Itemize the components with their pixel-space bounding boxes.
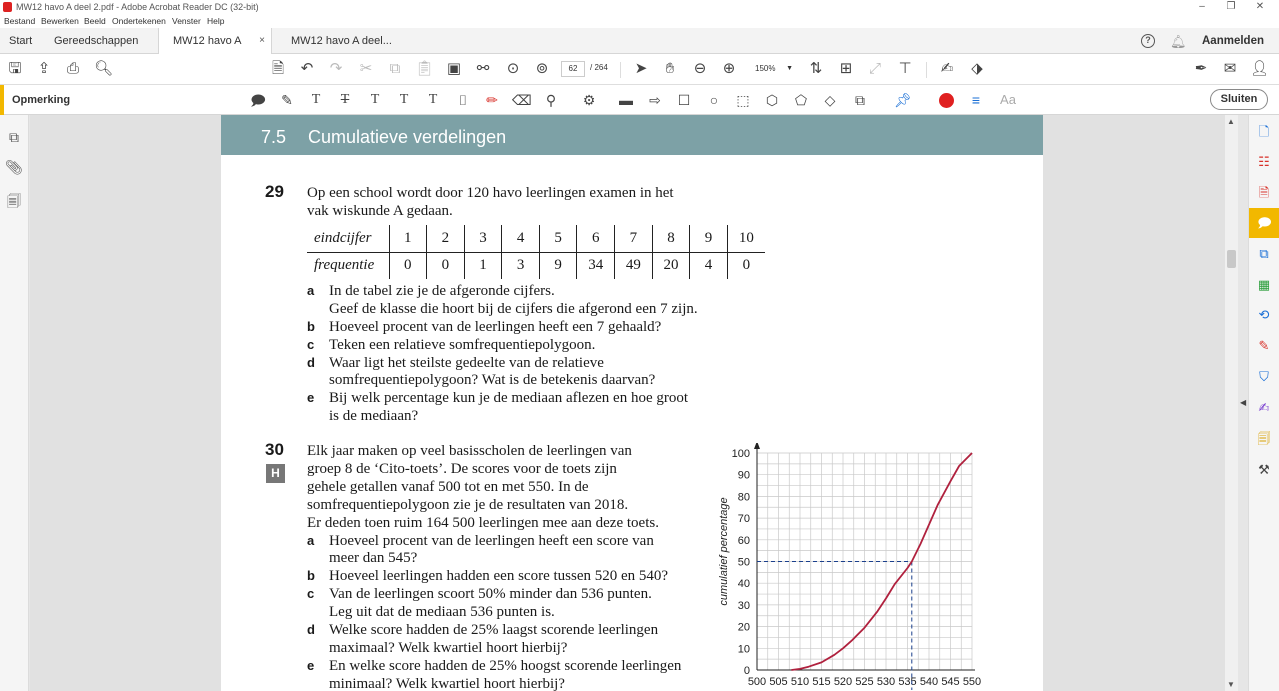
q29-part-line: Bij welk percentage kun je de mediaan aflezen en hoe groot — [329, 390, 689, 406]
q29-part-line: somfrequentiepolygoon? Wat is de betekenis daarvan? — [329, 372, 656, 388]
more-tools-icon[interactable]: ⚒ — [1258, 462, 1270, 477]
table-header-frequentie: frequentie — [314, 257, 375, 274]
tab-document-1-label: MW12 havo A — [173, 35, 241, 47]
cumulative-frequency-chart — [701, 443, 1001, 691]
polygon-icon[interactable]: ⬡ — [765, 92, 779, 108]
table-cell: 7 — [615, 225, 653, 252]
excel-export-icon[interactable]: ▦ — [1257, 277, 1271, 292]
menu-help[interactable]: Help — [207, 16, 225, 26]
q30-part-letter: c — [307, 586, 315, 601]
edit-pdf-icon[interactable]: 🗎 — [271, 60, 285, 77]
q29-part-line: Teken een relatieve somfrequentiepolygoon. — [329, 337, 596, 353]
q29-part-letter: d — [307, 355, 315, 370]
table-cell: 8 — [652, 225, 690, 252]
menu-ondertekenen[interactable]: Ondertekenen — [112, 16, 166, 26]
table-row — [307, 225, 765, 252]
redo-icon[interactable]: ↷ — [329, 60, 343, 77]
combine-files-icon[interactable]: ⧉ — [1259, 246, 1269, 261]
level-badge: H — [266, 464, 285, 483]
left-nav-panel — [0, 115, 29, 691]
pen-sign-icon[interactable]: ✒︎ — [1194, 60, 1208, 77]
section-title: Cumulatieve verdelingen — [308, 127, 507, 147]
table-cell: 3 — [502, 252, 540, 279]
q29-part-line: Hoeveel procent van de leerlingen heeft een 7 gehaald? — [329, 319, 662, 335]
sign-in-link[interactable]: Aanmelden — [1202, 35, 1264, 47]
minimize-icon[interactable]: – — [1199, 1, 1205, 12]
q30-part-line: En welke score hadden de 25% hoogst scorende leerlingen — [329, 658, 682, 674]
table-cell: 0 — [727, 252, 765, 279]
callout-icon[interactable]: ⬚ — [736, 92, 750, 108]
q30-part-line: Hoeveel procent van de leerlingen heeft een score van — [329, 533, 654, 549]
scan-icon[interactable]: ⟲ — [1258, 307, 1270, 322]
q29-part-line: Waar ligt het steilste gedeelte van de relatieve — [329, 355, 604, 371]
table-cell: 3 — [464, 225, 502, 252]
q29-intro-line: vak wiskunde A gedaan. — [307, 203, 453, 219]
q30-part-letter: d — [307, 622, 315, 637]
q30-intro-line: groep 8 de ‘Cito-toets’. De scores voor de toets zijn — [307, 461, 617, 477]
y-tick-label: 60 — [737, 534, 750, 547]
layers-lock-icon[interactable]: 🗐 — [7, 193, 21, 209]
y-axis-arrow — [754, 443, 760, 449]
x-tick-label: 550 — [962, 676, 982, 688]
line-icon[interactable]: ▬ — [619, 92, 633, 108]
strikethrough-icon[interactable]: T — [340, 92, 350, 107]
q30-part-letter: a — [307, 533, 315, 548]
ellipse-icon[interactable]: ○ — [709, 92, 719, 108]
menu-bar — [0, 15, 1279, 28]
sign-icon[interactable]: ✍︎ — [940, 60, 954, 77]
zoom-in-icon[interactable]: ⊕ — [722, 60, 736, 77]
menu-beeld[interactable]: Beeld — [84, 16, 106, 26]
attachment-paperclip-icon[interactable]: 📎︎ — [5, 159, 23, 175]
paste-icon[interactable]: 📋︎ — [415, 60, 435, 77]
y-tick-label: 40 — [737, 578, 750, 591]
q29-part-letter: b — [307, 319, 315, 334]
tab-bar — [0, 28, 1279, 54]
x-tick-label: 520 — [833, 676, 853, 688]
document-viewport[interactable] — [30, 115, 1225, 691]
export-pdf-icon[interactable]: 🗎 — [1258, 185, 1270, 200]
print-icon[interactable]: ⎙ — [66, 60, 79, 77]
help-icon[interactable]: ? — [1141, 34, 1155, 48]
section-header — [221, 115, 1043, 155]
y-tick-label: 0 — [743, 665, 750, 677]
table-cell: 4 — [502, 225, 540, 252]
x-tick-label: 525 — [855, 676, 874, 688]
toolbar-separator — [926, 62, 927, 78]
q30-intro-line: Elk jaar maken op veel basisscholen de leerlingen van — [307, 443, 632, 459]
q29-intro-line: Op een school wordt door 120 havo leerlingen examen in het — [307, 185, 674, 201]
color-picker-red[interactable] — [939, 93, 954, 108]
q30-part-line: maximaal? Welk kwartiel hoort hierbij? — [329, 640, 568, 656]
title-bar — [0, 0, 1279, 15]
scroll-thumb[interactable] — [1227, 250, 1236, 268]
right-tools-panel — [1248, 115, 1279, 691]
y-tick-label: 20 — [737, 621, 750, 634]
table-cell: 10 — [727, 225, 765, 252]
q30-part-line: Leg uit dat de mediaan 536 punten is. — [329, 604, 555, 620]
table-cell: 0 — [389, 252, 427, 279]
q30-part-letter: b — [307, 568, 315, 583]
protect-shield-icon[interactable]: ⛉ — [1259, 369, 1269, 384]
insert-text-icon[interactable]: T — [399, 92, 409, 107]
table-cell: 2 — [427, 225, 465, 252]
table-cell: 4 — [690, 252, 728, 279]
tab-document-1[interactable] — [158, 28, 272, 55]
mail-icon[interactable]: ✉︎ — [1223, 60, 1237, 77]
snapshot-icon[interactable]: ▣ — [446, 60, 462, 77]
pencil-draw-icon[interactable]: ✏︎ — [486, 92, 498, 108]
table-header-eindcijfer: eindcijfer — [307, 225, 389, 252]
comment-label: Opmerking — [12, 94, 71, 106]
pdf-page — [221, 115, 1043, 691]
x-tick-label: 545 — [941, 676, 960, 688]
copy-icon[interactable]: ⧉ — [389, 60, 401, 77]
rectangle-icon[interactable]: ☐ — [677, 92, 691, 108]
q30-part-line: Hoeveel leerlingen hadden een score tussen 520 en 540? — [329, 568, 669, 584]
q29-part-letter: e — [307, 390, 315, 405]
zoom-out-icon[interactable]: ⊖ — [693, 60, 707, 77]
y-tick-label: 70 — [737, 513, 750, 526]
q30-intro-line: somfrequentiepolygoon zie je de resultaten van 2018. — [307, 497, 629, 513]
select-cursor-icon[interactable]: ➤ — [634, 60, 648, 77]
cloud-icon[interactable]: ⬠ — [794, 92, 808, 108]
upload-icon[interactable]: ⇪ — [37, 60, 51, 77]
arrow-icon[interactable]: ⇨ — [649, 92, 661, 108]
comment-accent-bar — [0, 85, 4, 115]
table-cell: 6 — [577, 225, 615, 252]
pin-icon[interactable]: 📌︎ — [894, 92, 912, 108]
y-tick-label: 90 — [737, 469, 750, 482]
fit-width-icon[interactable]: ⊞ — [839, 60, 853, 77]
notifications-bell-icon[interactable]: 🔔︎ — [1170, 34, 1187, 49]
x-tick-label: 510 — [790, 676, 810, 688]
x-tick-label: 505 — [769, 676, 788, 688]
text-box-icon[interactable]: ⌷ — [458, 92, 468, 108]
table-row — [307, 252, 765, 279]
collapse-right-panel-icon[interactable]: ◀ — [1240, 398, 1247, 407]
frequency-table — [307, 225, 765, 279]
hand-icon[interactable]: ✋︎ — [665, 60, 675, 77]
cut-icon[interactable]: ✂ — [359, 60, 373, 77]
fullscreen-icon[interactable]: ⤢ — [868, 60, 881, 77]
menu-bewerken[interactable]: Bewerken — [41, 16, 79, 26]
close-comment-button[interactable]: Sluiten — [1210, 89, 1268, 110]
comment-tool-icon[interactable]: 🗩 — [1249, 208, 1279, 238]
find-binoculars-icon[interactable]: ⚯ — [476, 60, 490, 77]
comment-toolbar — [0, 85, 1279, 115]
add-text-icon[interactable]: T — [428, 92, 438, 107]
fit-page-icon[interactable]: ⇅ — [809, 60, 823, 77]
question-30-number: 30 — [265, 440, 284, 459]
window-title: MW12 havo A deel 2.pdf - Adobe Acrobat Reader DC (32-bit) — [16, 2, 259, 12]
x-tick-label: 500 — [747, 676, 767, 688]
page-number-input[interactable]: 62 — [561, 61, 585, 77]
table-cell: 20 — [652, 252, 690, 279]
toolbar-separator — [620, 62, 621, 78]
question-29-number: 29 — [265, 182, 284, 201]
y-tick-label: 100 — [731, 448, 750, 460]
q30-part-line: minimaal? Welk kwartiel hoort hierbij? — [329, 676, 565, 691]
x-tick-label: 530 — [876, 676, 896, 688]
q30-part-line: meer dan 545? — [329, 550, 418, 566]
page-thumbnails-icon[interactable]: ⧉ — [9, 129, 19, 145]
stamp-tool-icon[interactable]: ⚲ — [545, 92, 557, 108]
q29-part-line: is de mediaan? — [329, 408, 419, 424]
vertical-scrollbar[interactable] — [1225, 115, 1238, 691]
expand-icon[interactable]: ⧉ — [855, 92, 865, 108]
stamp-icon[interactable]: ⊤ — [898, 60, 912, 77]
tab-start[interactable]: Start — [9, 35, 33, 47]
table-cell: 5 — [539, 225, 577, 252]
undo-icon[interactable]: ↶ — [300, 60, 314, 77]
q30-part-letter: e — [307, 658, 315, 673]
eraser-icon[interactable]: ⌫ — [512, 92, 532, 108]
q29-part-letter: a — [307, 283, 315, 298]
save-icon[interactable]: 🖫 — [8, 60, 22, 77]
q30-part-line: Welke score hadden de 25% laagst scorende leerlingen — [329, 622, 659, 638]
y-tick-label: 10 — [737, 643, 750, 656]
share-icon[interactable]: ⬗ — [971, 60, 983, 77]
menu-bestand[interactable]: Bestand — [4, 16, 36, 26]
y-tick-label: 80 — [737, 491, 750, 504]
close-window-icon[interactable]: ✕ — [1255, 1, 1265, 12]
table-cell: 9 — [690, 225, 728, 252]
q30-intro-line: gehele getallen vanaf 500 tot en met 550. In de — [307, 479, 589, 495]
line-width-icon[interactable]: ≡ — [971, 92, 981, 108]
q29-part-line: Geef de klasse die hoort bij de cijfers die afgerond een 7 zijn. — [329, 301, 698, 317]
maximize-icon[interactable]: ❐ — [1226, 1, 1236, 12]
search-icon[interactable]: 🔍︎ — [94, 60, 114, 77]
q30-intro-line: Er deden toen ruim 164 500 leerlingen mee aan deze toets. — [307, 515, 659, 531]
table-cell: 49 — [615, 252, 653, 279]
send-for-signature-icon[interactable]: ✍︎ — [1258, 400, 1270, 415]
send-review-icon[interactable]: 🗐 — [1257, 431, 1271, 446]
organize-pages-icon[interactable]: ☷ — [1258, 154, 1270, 169]
chevron-down-icon: ▼ — [786, 65, 793, 72]
y-axis-label: cumulatief percentage — [718, 497, 730, 606]
next-page-icon[interactable]: ⊚ — [535, 60, 549, 77]
y-tick-label: 50 — [737, 556, 750, 569]
q29-part-letter: c — [307, 337, 315, 352]
tab-tools[interactable]: Gereedschappen — [54, 35, 139, 47]
sticky-note-icon[interactable]: 🗩 — [250, 92, 266, 108]
main-toolbar — [0, 54, 1279, 85]
zoom-value: 150% — [755, 64, 776, 73]
close-tab-icon[interactable]: × — [259, 35, 265, 46]
q29-part-line: In de tabel zie je de afgeronde cijfers. — [329, 283, 555, 299]
highlight-icon[interactable]: ✎ — [281, 92, 293, 108]
x-tick-label: 515 — [812, 676, 831, 688]
table-cell: 34 — [577, 252, 615, 279]
text-style-icon[interactable]: Aa — [1000, 92, 1016, 107]
add-user-icon[interactable]: 👤︎ — [1250, 60, 1270, 77]
scroll-down-icon[interactable]: ▼ — [1227, 680, 1235, 689]
x-tick-label: 535 — [898, 676, 917, 688]
text-icon[interactable]: T — [311, 92, 321, 107]
create-pdf-icon[interactable]: 🗋 — [1258, 124, 1270, 139]
q30-part-line: Van de leerlingen scoort 50% minder dan 536 punten. — [329, 586, 652, 602]
acrobat-app-icon — [3, 2, 12, 12]
fill-sign-icon[interactable]: ✎ — [1258, 338, 1270, 353]
zoom-select[interactable] — [749, 61, 799, 77]
attach-icon[interactable]: ⚙ — [582, 92, 596, 108]
table-cell: 1 — [389, 225, 427, 252]
section-number: 7.5 — [261, 127, 287, 147]
replace-text-icon[interactable]: T — [370, 92, 380, 107]
y-tick-label: 30 — [737, 599, 750, 612]
menu-venster[interactable]: Venster — [172, 16, 201, 26]
x-tick-label: 540 — [919, 676, 939, 688]
prev-page-icon[interactable]: ⊙ — [506, 60, 520, 77]
tab-document-2[interactable]: MW12 havo A deel... — [291, 35, 392, 47]
scroll-up-icon[interactable]: ▲ — [1227, 117, 1235, 126]
table-cell: 9 — [539, 252, 577, 279]
polyline-icon[interactable]: ◇ — [824, 92, 836, 108]
page-total: / 264 — [590, 63, 608, 72]
table-cell: 0 — [427, 252, 465, 279]
table-cell: 1 — [464, 252, 502, 279]
